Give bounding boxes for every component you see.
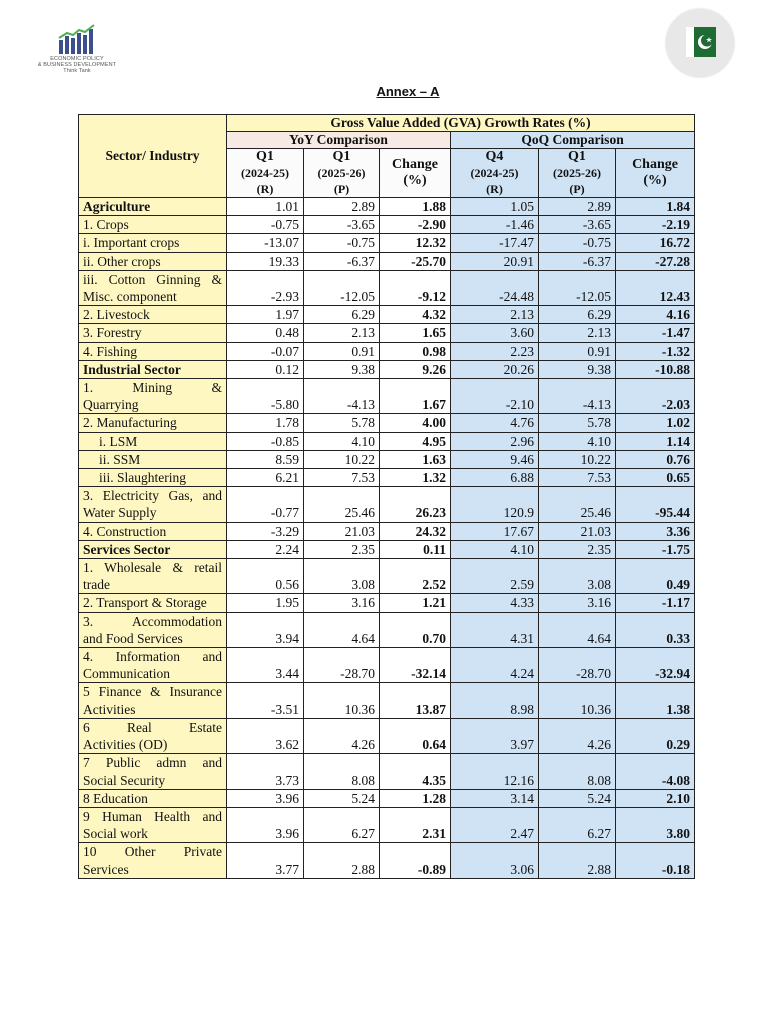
change-value: 26.23 — [380, 487, 451, 522]
growth-value: -13.07 — [227, 234, 304, 252]
change-value: 2.31 — [380, 807, 451, 842]
growth-value: 2.13 — [304, 324, 380, 342]
growth-value: 2.88 — [304, 843, 380, 878]
sector-name-line: 6 Real Estate — [83, 719, 222, 735]
growth-value: 2.88 — [539, 843, 616, 878]
growth-value: 4.76 — [451, 414, 539, 432]
pakistan-flag-icon — [686, 27, 716, 57]
qoq-col-header-2 — [616, 149, 695, 198]
growth-value: 4.10 — [451, 540, 539, 558]
logo-line-3: Think Tank — [63, 68, 91, 74]
yoy-col-header-line: (P) — [333, 182, 350, 196]
change-value: 24.32 — [380, 522, 451, 540]
growth-value: 6.88 — [451, 469, 539, 487]
growth-value: 10.36 — [539, 683, 616, 718]
yoy-col-header-line: (R) — [256, 182, 274, 196]
growth-value: 9.38 — [304, 360, 380, 378]
growth-value: 3.94 — [227, 612, 304, 647]
change-value: -2.19 — [616, 216, 695, 234]
table-row — [79, 324, 695, 342]
growth-value: -3.65 — [539, 216, 616, 234]
change-value: 1.63 — [380, 450, 451, 468]
change-value: 0.70 — [380, 612, 451, 647]
growth-value: 21.03 — [539, 522, 616, 540]
growth-value: 7.53 — [539, 469, 616, 487]
growth-value: 5.24 — [539, 789, 616, 807]
growth-value: -28.70 — [539, 648, 616, 683]
yoy-col-header-line: Q1 — [332, 149, 351, 164]
growth-value: 3.62 — [227, 718, 304, 753]
table-row — [79, 450, 695, 468]
sector-name-line: ii. SSM — [99, 451, 141, 467]
growth-value: 2.13 — [539, 324, 616, 342]
sector-name — [79, 843, 227, 878]
growth-value: 2.35 — [539, 540, 616, 558]
qoq-col-header-line: Change — [632, 157, 678, 172]
change-value: -10.88 — [616, 360, 695, 378]
qoq-col-header-line: (R) — [486, 182, 503, 196]
qoq-header: QoQ Comparison — [451, 132, 695, 149]
table-row — [79, 540, 695, 558]
growth-value: 0.12 — [227, 360, 304, 378]
table-row — [79, 469, 695, 487]
growth-value: 3.44 — [227, 648, 304, 683]
sector-name-line: 1. Crops — [83, 217, 129, 233]
sector-name — [79, 487, 227, 522]
change-value: -32.14 — [380, 648, 451, 683]
sector-name-line: Social work — [83, 826, 148, 842]
change-value: 4.32 — [380, 306, 451, 324]
growth-value: 8.08 — [304, 754, 380, 789]
growth-value: 120.9 — [451, 487, 539, 522]
sector-name-line: Industrial Sector — [83, 361, 181, 377]
growth-value: -1.46 — [451, 216, 539, 234]
sector-name-line: 1. Wholesale & retail — [83, 560, 222, 576]
growth-value: 25.46 — [304, 487, 380, 522]
sector-name-line: Water Supply — [83, 505, 157, 521]
sector-name-line: Activities (OD) — [83, 737, 168, 753]
sector-name — [79, 432, 227, 450]
sector-name — [79, 754, 227, 789]
change-value: 0.29 — [616, 718, 695, 753]
sector-name — [79, 306, 227, 324]
change-value: 1.67 — [380, 379, 451, 414]
growth-value: 25.46 — [539, 487, 616, 522]
change-value: 4.00 — [380, 414, 451, 432]
change-value: 1.28 — [380, 789, 451, 807]
growth-value: 8.08 — [539, 754, 616, 789]
sector-name — [79, 807, 227, 842]
qoq-col-header-line: Q4 — [485, 149, 504, 164]
sector-name-line: 4. Fishing — [83, 343, 138, 359]
change-value: -9.12 — [380, 270, 451, 305]
change-value: 0.64 — [380, 718, 451, 753]
growth-value: 8.59 — [227, 450, 304, 468]
qoq-col-header-line: (P) — [569, 182, 585, 196]
change-value: 1.02 — [616, 414, 695, 432]
sector-name — [79, 252, 227, 270]
growth-value: 3.08 — [539, 559, 616, 594]
sector-name-line: 3. Electricity Gas, and — [83, 488, 222, 504]
table-row — [79, 252, 695, 270]
sector-header: Sector/ Industry — [79, 115, 227, 198]
epbd-logo — [36, 22, 118, 78]
change-value: 4.95 — [380, 432, 451, 450]
growth-value: -17.47 — [451, 234, 539, 252]
growth-value: -12.05 — [304, 270, 380, 305]
growth-value: -12.05 — [539, 270, 616, 305]
growth-value: 3.06 — [451, 843, 539, 878]
sector-name-line: 3. Accommodation — [83, 613, 222, 629]
table-row — [79, 432, 695, 450]
sector-name — [79, 469, 227, 487]
change-value: -32.94 — [616, 648, 695, 683]
sector-name — [79, 789, 227, 807]
table-row — [79, 234, 695, 252]
change-value: -1.47 — [616, 324, 695, 342]
sector-name-line: Services Sector — [83, 541, 171, 557]
sector-name — [79, 360, 227, 378]
change-value: 4.35 — [380, 754, 451, 789]
growth-value: 21.03 — [304, 522, 380, 540]
yoy-col-header-line: Q1 — [256, 149, 274, 164]
change-value: 1.88 — [380, 198, 451, 216]
change-value: -1.32 — [616, 342, 695, 360]
sector-name — [79, 342, 227, 360]
growth-value: 9.46 — [451, 450, 539, 468]
sector-name — [79, 234, 227, 252]
growth-value: -28.70 — [304, 648, 380, 683]
change-value: 4.16 — [616, 306, 695, 324]
table-row — [79, 342, 695, 360]
growth-value: 3.73 — [227, 754, 304, 789]
sector-name-line: and Food Services — [83, 630, 183, 646]
growth-value: 1.05 — [451, 198, 539, 216]
growth-value: -0.77 — [227, 487, 304, 522]
growth-value: 4.64 — [539, 612, 616, 647]
table-row — [79, 789, 695, 807]
change-value: -2.90 — [380, 216, 451, 234]
sector-name — [79, 414, 227, 432]
table-row — [79, 198, 695, 216]
table-row — [79, 843, 695, 878]
qoq-col-header-line: (2025-26) — [553, 166, 601, 180]
table-row — [79, 360, 695, 378]
yoy-col-header-2 — [380, 149, 451, 198]
growth-value: 9.38 — [539, 360, 616, 378]
growth-value: 3.60 — [451, 324, 539, 342]
growth-value: 2.35 — [304, 540, 380, 558]
growth-value: 5.78 — [539, 414, 616, 432]
change-value: 1.38 — [616, 683, 695, 718]
yoy-col-header-line: (2024-25) — [241, 166, 289, 180]
table-row — [79, 612, 695, 647]
growth-value: -4.13 — [539, 379, 616, 414]
growth-value: 3.08 — [304, 559, 380, 594]
growth-value: 5.78 — [304, 414, 380, 432]
sector-name — [79, 522, 227, 540]
growth-value: -24.48 — [451, 270, 539, 305]
sector-name-line: ii. Other crops — [83, 253, 161, 269]
change-value: 1.84 — [616, 198, 695, 216]
change-value: 12.43 — [616, 270, 695, 305]
table-row — [79, 648, 695, 683]
growth-value: 3.14 — [451, 789, 539, 807]
sector-name-line: 5 Finance & Insurance — [83, 684, 222, 700]
change-value: 0.65 — [616, 469, 695, 487]
growth-value: -5.80 — [227, 379, 304, 414]
change-value: 0.49 — [616, 559, 695, 594]
table-row — [79, 807, 695, 842]
sector-name-line: iii. Cotton Ginning & — [83, 271, 222, 287]
growth-value: 17.67 — [451, 522, 539, 540]
yoy-col-header-line: (2025-26) — [317, 166, 366, 180]
change-value: 9.26 — [380, 360, 451, 378]
sector-name — [79, 379, 227, 414]
change-value: 0.76 — [616, 450, 695, 468]
change-value: 16.72 — [616, 234, 695, 252]
growth-value: 2.59 — [451, 559, 539, 594]
change-value: 2.10 — [616, 789, 695, 807]
change-value: -0.89 — [380, 843, 451, 878]
growth-value: 1.78 — [227, 414, 304, 432]
yoy-col-header-line: (%) — [403, 173, 427, 188]
sector-name-line: Activities — [83, 701, 136, 717]
growth-value: 6.21 — [227, 469, 304, 487]
sector-name-line: i. Important crops — [83, 235, 180, 251]
sector-name-line: trade — [83, 577, 110, 593]
table-row — [79, 306, 695, 324]
change-value: -2.03 — [616, 379, 695, 414]
growth-value: -3.51 — [227, 683, 304, 718]
sector-name — [79, 324, 227, 342]
bar-chart-logo-icon — [58, 24, 96, 54]
qoq-col-header-line: Q1 — [568, 149, 586, 164]
growth-value: 2.96 — [451, 432, 539, 450]
sector-name — [79, 683, 227, 718]
sector-name — [79, 559, 227, 594]
pakistan-flag-badge — [666, 9, 734, 77]
growth-value: -0.75 — [304, 234, 380, 252]
table-row — [79, 414, 695, 432]
sector-name-line: Social Security — [83, 772, 166, 788]
growth-value: 2.24 — [227, 540, 304, 558]
growth-value: 1.95 — [227, 594, 304, 612]
sector-name-line: 2. Manufacturing — [83, 415, 177, 431]
change-value: 3.36 — [616, 522, 695, 540]
growth-value: 10.22 — [539, 450, 616, 468]
yoy-col-header-1 — [304, 149, 380, 198]
growth-value: 2.47 — [451, 807, 539, 842]
table-main-header: Gross Value Added (GVA) Growth Rates (%) — [227, 115, 695, 132]
table-row — [79, 718, 695, 753]
growth-value: -4.13 — [304, 379, 380, 414]
change-value: -0.18 — [616, 843, 695, 878]
growth-value: -3.29 — [227, 522, 304, 540]
change-value: -25.70 — [380, 252, 451, 270]
change-value: 0.11 — [380, 540, 451, 558]
growth-value: 6.27 — [539, 807, 616, 842]
growth-value: -0.85 — [227, 432, 304, 450]
growth-value: 3.16 — [539, 594, 616, 612]
growth-value: 2.89 — [304, 198, 380, 216]
qoq-col-header-1 — [539, 149, 616, 198]
change-value: -1.75 — [616, 540, 695, 558]
table-row — [79, 594, 695, 612]
growth-value: 4.64 — [304, 612, 380, 647]
sector-name — [79, 648, 227, 683]
change-value: 0.98 — [380, 342, 451, 360]
table-row — [79, 487, 695, 522]
sector-name-line: 9 Human Health and — [83, 808, 222, 824]
growth-value: 4.31 — [451, 612, 539, 647]
sector-name — [79, 198, 227, 216]
growth-value: -2.10 — [451, 379, 539, 414]
growth-value: 1.01 — [227, 198, 304, 216]
growth-value: 19.33 — [227, 252, 304, 270]
growth-value: 3.77 — [227, 843, 304, 878]
growth-value: 2.13 — [451, 306, 539, 324]
sector-name — [79, 216, 227, 234]
growth-value: 0.91 — [539, 342, 616, 360]
growth-value: 0.56 — [227, 559, 304, 594]
change-value: -27.28 — [616, 252, 695, 270]
growth-value: 3.16 — [304, 594, 380, 612]
growth-value: 5.24 — [304, 789, 380, 807]
logo-line-1: ECONOMIC POLICY — [50, 56, 104, 62]
growth-value: 6.27 — [304, 807, 380, 842]
growth-value: -6.37 — [304, 252, 380, 270]
sector-name-line: 1. Mining & — [83, 380, 222, 396]
growth-value: 3.96 — [227, 807, 304, 842]
sector-name-line: Misc. component — [83, 289, 177, 305]
change-value: 1.14 — [616, 432, 695, 450]
growth-value: 20.26 — [451, 360, 539, 378]
growth-value: 7.53 — [304, 469, 380, 487]
growth-value: 6.29 — [304, 306, 380, 324]
sector-name-line: 2. Livestock — [83, 307, 150, 323]
qoq-col-header-line: (%) — [643, 173, 667, 188]
growth-value: 3.97 — [451, 718, 539, 753]
growth-value: 2.89 — [539, 198, 616, 216]
sector-name — [79, 450, 227, 468]
sector-name — [79, 270, 227, 305]
sector-name-line: Quarrying — [83, 397, 139, 413]
growth-value: 3.96 — [227, 789, 304, 807]
table-row — [79, 270, 695, 305]
sector-name-line: Services — [83, 861, 129, 877]
sector-name-line: i. LSM — [99, 433, 138, 449]
annex-title: Annex – A — [376, 84, 440, 99]
growth-value: 4.26 — [304, 718, 380, 753]
qoq-col-header-0 — [451, 149, 539, 198]
growth-value: 20.91 — [451, 252, 539, 270]
yoy-header: YoY Comparison — [227, 132, 451, 149]
growth-value: -2.93 — [227, 270, 304, 305]
growth-value: -6.37 — [539, 252, 616, 270]
sector-name-line: Agriculture — [83, 199, 151, 214]
logo-line-2: & BUSINESS DEVELOPMENT — [37, 62, 117, 68]
sector-name — [79, 718, 227, 753]
sector-name-line: 10 Other Private — [83, 844, 222, 860]
change-value: 3.80 — [616, 807, 695, 842]
growth-value: 4.26 — [539, 718, 616, 753]
growth-value: 10.22 — [304, 450, 380, 468]
gva-growth-table — [78, 114, 695, 879]
change-value: 1.32 — [380, 469, 451, 487]
growth-value: 4.10 — [539, 432, 616, 450]
yoy-col-header-0 — [227, 149, 304, 198]
change-value: -4.08 — [616, 754, 695, 789]
change-value: 13.87 — [380, 683, 451, 718]
table-row — [79, 379, 695, 414]
change-value: 2.52 — [380, 559, 451, 594]
growth-value: 4.24 — [451, 648, 539, 683]
sector-name — [79, 612, 227, 647]
growth-value: 8.98 — [451, 683, 539, 718]
growth-value: -3.65 — [304, 216, 380, 234]
change-value: 12.32 — [380, 234, 451, 252]
change-value: -95.44 — [616, 487, 695, 522]
growth-value: 6.29 — [539, 306, 616, 324]
table-row — [79, 522, 695, 540]
growth-value: 12.16 — [451, 754, 539, 789]
sector-name — [79, 540, 227, 558]
yoy-col-header-line: Change — [392, 157, 438, 172]
change-value: 0.33 — [616, 612, 695, 647]
growth-value: 4.10 — [304, 432, 380, 450]
table-row — [79, 559, 695, 594]
change-value: 1.21 — [380, 594, 451, 612]
sector-name — [79, 594, 227, 612]
growth-value: 10.36 — [304, 683, 380, 718]
sector-name-line: 4. Information and — [83, 649, 222, 665]
growth-value: 1.97 — [227, 306, 304, 324]
sector-name-line: 3. Forestry — [83, 325, 142, 341]
sector-name-line: 8 Education — [83, 790, 148, 806]
sector-name-line: iii. Slaughtering — [99, 470, 186, 486]
sector-name-line: 4. Construction — [83, 523, 167, 539]
sector-name-line: 7 Public admn and — [83, 755, 222, 771]
growth-value: -0.07 — [227, 342, 304, 360]
change-value: -1.17 — [616, 594, 695, 612]
table-row — [79, 683, 695, 718]
growth-value: -0.75 — [227, 216, 304, 234]
growth-value: 4.33 — [451, 594, 539, 612]
growth-value: 0.48 — [227, 324, 304, 342]
sector-name-line: Communication — [83, 666, 170, 682]
change-value: 1.65 — [380, 324, 451, 342]
growth-value: 0.91 — [304, 342, 380, 360]
growth-value: 2.23 — [451, 342, 539, 360]
growth-value: -0.75 — [539, 234, 616, 252]
sector-name-line: 2. Transport & Storage — [83, 595, 207, 611]
qoq-col-header-line: (2024-25) — [470, 166, 519, 180]
table-row — [79, 754, 695, 789]
table-row — [79, 216, 695, 234]
